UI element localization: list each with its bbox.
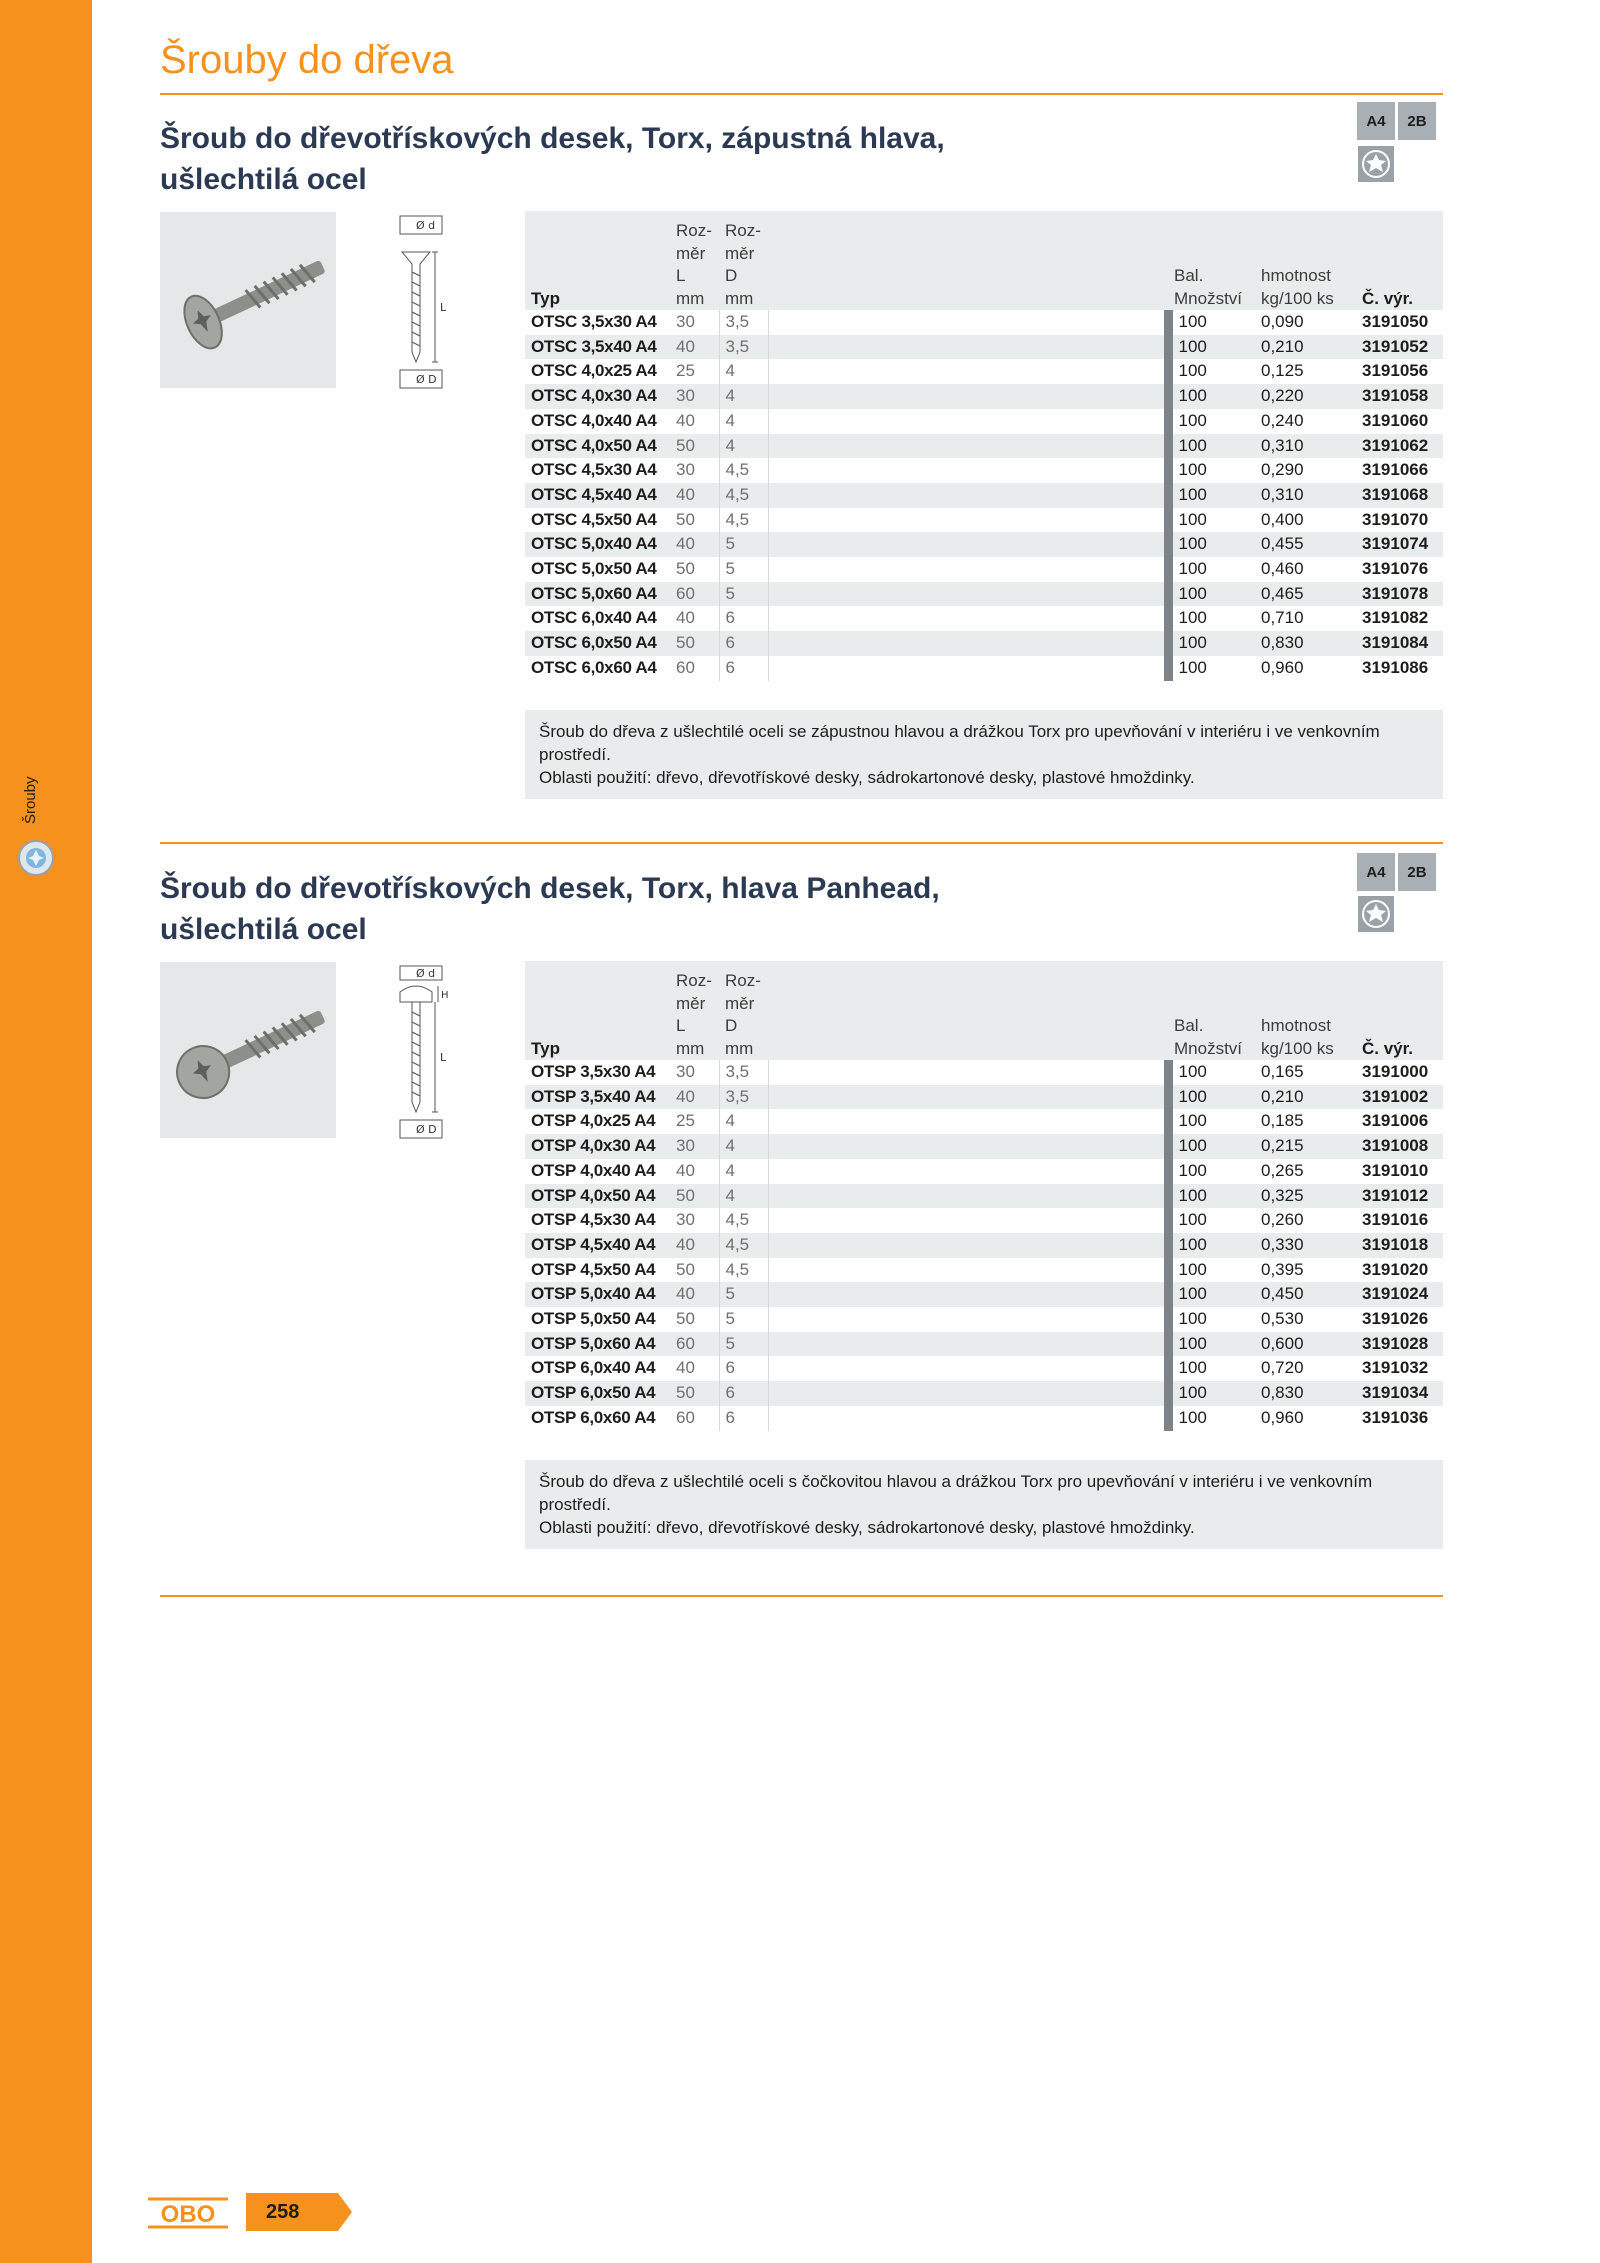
cell-spacer: [768, 557, 1168, 582]
table-row: [525, 1307, 1443, 1332]
cell-hmotnost: 0,460: [1255, 557, 1356, 582]
cell-baleni: 100: [1168, 384, 1255, 409]
cell-typ: OTSP 4,5x30 A4: [525, 1208, 670, 1233]
cell-rozmer-d: 4: [719, 409, 768, 434]
col-rozmer-l: Roz- měr L mm: [670, 961, 719, 1060]
cell-rozmer-d: 3,5: [719, 1060, 768, 1085]
cell-typ: OTSP 6,0x40 A4: [525, 1356, 670, 1381]
cell-rozmer-l: 25: [670, 1109, 719, 1134]
cell-typ: OTSP 6,0x50 A4: [525, 1381, 670, 1406]
material-badge-a4: A4: [1357, 102, 1395, 140]
cell-typ: OTSP 4,0x40 A4: [525, 1159, 670, 1184]
cell-typ: OTSC 4,5x40 A4: [525, 483, 670, 508]
cell-cislo-vyrobku: 3191074: [1356, 532, 1443, 557]
cell-typ: OTSC 6,0x60 A4: [525, 656, 670, 681]
cell-cislo-vyrobku: 3191078: [1356, 582, 1443, 607]
cell-spacer: [768, 409, 1168, 434]
cell-typ: OTSC 3,5x40 A4: [525, 335, 670, 360]
cell-spacer: [768, 1307, 1168, 1332]
table-row: [525, 1332, 1443, 1357]
cell-baleni: 100: [1168, 335, 1255, 360]
table-row: [525, 1233, 1443, 1258]
cell-typ: OTSP 6,0x60 A4: [525, 1406, 670, 1431]
cell-spacer: [768, 1109, 1168, 1134]
cell-rozmer-d: 5: [719, 1332, 768, 1357]
col-spacer: [768, 961, 1168, 1060]
cell-spacer: [768, 1233, 1168, 1258]
cell-hmotnost: 0,215: [1255, 1134, 1356, 1159]
cell-spacer: [768, 631, 1168, 656]
cell-baleni: 100: [1168, 1060, 1255, 1085]
cell-typ: OTSP 3,5x30 A4: [525, 1060, 670, 1085]
cell-rozmer-l: 40: [670, 483, 719, 508]
cell-spacer: [768, 532, 1168, 557]
cell-rozmer-d: 6: [719, 1356, 768, 1381]
table-row: [525, 1060, 1443, 1085]
product-description: Šroub do dřeva z ušlechtilé oceli se zápustnou hlavou a drážkou Torx pro upevňování v interiéru i ve venkovním prostředí. Oblasti použití: dřevo, dřevotřískové desky, sádrokartonové desky, plastové hmoždinky.: [525, 710, 1443, 799]
cell-cislo-vyrobku: 3191066: [1356, 458, 1443, 483]
cell-rozmer-l: 60: [670, 656, 719, 681]
cell-rozmer-l: 50: [670, 631, 719, 656]
cell-rozmer-l: 50: [670, 557, 719, 582]
cell-hmotnost: 0,185: [1255, 1109, 1356, 1134]
cell-rozmer-d: 5: [719, 532, 768, 557]
cell-rozmer-d: 4: [719, 359, 768, 384]
cell-spacer: [768, 335, 1168, 360]
cell-cislo-vyrobku: 3191012: [1356, 1184, 1443, 1209]
cell-hmotnost: 0,260: [1255, 1208, 1356, 1233]
table-row: [525, 1406, 1443, 1431]
cell-spacer: [768, 483, 1168, 508]
section-divider: [160, 842, 1443, 844]
cell-typ: OTSP 3,5x40 A4: [525, 1085, 670, 1110]
cell-rozmer-d: 4,5: [719, 483, 768, 508]
table-row: [525, 359, 1443, 384]
cell-rozmer-l: 40: [670, 409, 719, 434]
table-row: [525, 1159, 1443, 1184]
cell-rozmer-d: 4,5: [719, 1258, 768, 1283]
dimension-drawing: [390, 962, 470, 1142]
cell-baleni: 100: [1168, 631, 1255, 656]
cell-baleni: 100: [1168, 1159, 1255, 1184]
cell-cislo-vyrobku: 3191002: [1356, 1085, 1443, 1110]
cell-baleni: 100: [1168, 1184, 1255, 1209]
table-row: [525, 1109, 1443, 1134]
cell-rozmer-d: 5: [719, 582, 768, 607]
cell-hmotnost: 0,710: [1255, 606, 1356, 631]
cell-rozmer-d: 4,5: [719, 1233, 768, 1258]
cell-baleni: 100: [1168, 359, 1255, 384]
sidebar-label: Šrouby: [22, 776, 39, 824]
cell-typ: OTSP 4,5x40 A4: [525, 1233, 670, 1258]
cell-hmotnost: 0,210: [1255, 335, 1356, 360]
cell-baleni: 100: [1168, 1258, 1255, 1283]
cell-spacer: [768, 1282, 1168, 1307]
table-row: [525, 1208, 1443, 1233]
table-row: [525, 409, 1443, 434]
cell-baleni: 100: [1168, 508, 1255, 533]
finish-badge-2b: 2B: [1398, 102, 1436, 140]
cell-spacer: [768, 1406, 1168, 1431]
torx-drive-icon: [1358, 896, 1394, 932]
cell-hmotnost: 0,830: [1255, 631, 1356, 656]
cell-baleni: 100: [1168, 656, 1255, 681]
table-row: [525, 310, 1443, 335]
cell-cislo-vyrobku: 3191024: [1356, 1282, 1443, 1307]
cell-rozmer-l: 50: [670, 1258, 719, 1283]
cell-spacer: [768, 1184, 1168, 1209]
cell-rozmer-l: 40: [670, 606, 719, 631]
cell-typ: OTSP 5,0x50 A4: [525, 1307, 670, 1332]
cell-baleni: 100: [1168, 1085, 1255, 1110]
cell-rozmer-l: 60: [670, 1406, 719, 1431]
cell-rozmer-l: 40: [670, 1085, 719, 1110]
cell-rozmer-d: 4: [719, 384, 768, 409]
col-cislo-vyrobku: Č. výr.: [1356, 211, 1443, 310]
cell-baleni: 100: [1168, 1109, 1255, 1134]
torx-drive-icon: [1358, 146, 1394, 182]
cell-rozmer-l: 30: [670, 458, 719, 483]
cell-spacer: [768, 434, 1168, 459]
cell-spacer: [768, 1085, 1168, 1110]
cell-cislo-vyrobku: 3191084: [1356, 631, 1443, 656]
cell-hmotnost: 0,960: [1255, 1406, 1356, 1431]
cell-rozmer-l: 60: [670, 582, 719, 607]
cell-rozmer-d: 4: [719, 1109, 768, 1134]
cell-spacer: [768, 656, 1168, 681]
screw-head-icon: [16, 838, 56, 878]
cell-rozmer-l: 25: [670, 359, 719, 384]
cell-rozmer-l: 40: [670, 1233, 719, 1258]
table-row: [525, 631, 1443, 656]
cell-cislo-vyrobku: 3191008: [1356, 1134, 1443, 1159]
cell-rozmer-l: 50: [670, 1307, 719, 1332]
cell-rozmer-d: 3,5: [719, 1085, 768, 1110]
cell-spacer: [768, 1208, 1168, 1233]
cell-rozmer-l: 50: [670, 508, 719, 533]
cell-rozmer-d: 6: [719, 1406, 768, 1431]
dim-D-label: Ø D: [416, 373, 437, 386]
product-table-otsc: [525, 211, 1443, 681]
table-row: [525, 1282, 1443, 1307]
cell-spacer: [768, 606, 1168, 631]
col-rozmer-d: Roz- měr D mm: [719, 211, 768, 310]
cell-spacer: [768, 508, 1168, 533]
cell-typ: OTSP 4,0x50 A4: [525, 1184, 670, 1209]
col-typ: Typ: [525, 211, 670, 310]
cell-rozmer-d: 3,5: [719, 335, 768, 360]
cell-hmotnost: 0,720: [1255, 1356, 1356, 1381]
table-row: [525, 1085, 1443, 1110]
dim-L-label: L: [440, 301, 447, 314]
cell-baleni: 100: [1168, 1332, 1255, 1357]
finish-badge-2b: 2B: [1398, 853, 1436, 891]
cell-baleni: 100: [1168, 582, 1255, 607]
cell-rozmer-d: 6: [719, 1381, 768, 1406]
cell-baleni: 100: [1168, 1208, 1255, 1233]
cell-rozmer-l: 50: [670, 434, 719, 459]
table-row: [525, 1258, 1443, 1283]
cell-spacer: [768, 310, 1168, 335]
cell-typ: OTSP 4,0x30 A4: [525, 1134, 670, 1159]
cell-rozmer-d: 4,5: [719, 458, 768, 483]
col-rozmer-d: Roz- měr D mm: [719, 961, 768, 1060]
cell-rozmer-d: 4: [719, 434, 768, 459]
cell-rozmer-l: 40: [670, 532, 719, 557]
cell-baleni: 100: [1168, 1356, 1255, 1381]
cell-rozmer-d: 3,5: [719, 310, 768, 335]
cell-cislo-vyrobku: 3191086: [1356, 656, 1443, 681]
cell-baleni: 100: [1168, 409, 1255, 434]
cell-baleni: 100: [1168, 606, 1255, 631]
col-baleni: Bal. Množství: [1168, 961, 1255, 1060]
cell-hmotnost: 0,325: [1255, 1184, 1356, 1209]
cell-hmotnost: 0,310: [1255, 483, 1356, 508]
sidebar-strip: [0, 0, 92, 2263]
cell-baleni: 100: [1168, 1307, 1255, 1332]
cell-rozmer-l: 30: [670, 1208, 719, 1233]
cell-rozmer-l: 30: [670, 310, 719, 335]
table-row: [525, 656, 1443, 681]
cell-typ: OTSP 5,0x40 A4: [525, 1282, 670, 1307]
cell-typ: OTSC 5,0x50 A4: [525, 557, 670, 582]
table-row: [525, 384, 1443, 409]
cell-rozmer-d: 4,5: [719, 1208, 768, 1233]
cell-rozmer-l: 30: [670, 384, 719, 409]
cell-baleni: 100: [1168, 1282, 1255, 1307]
cell-spacer: [768, 1258, 1168, 1283]
page-number: 258: [246, 2193, 352, 2231]
dim-d-label: Ø d: [416, 967, 436, 980]
cell-hmotnost: 0,330: [1255, 1233, 1356, 1258]
cell-typ: OTSC 3,5x30 A4: [525, 310, 670, 335]
product-photo: [160, 212, 336, 388]
table-row: [525, 1134, 1443, 1159]
cell-baleni: 100: [1168, 1406, 1255, 1431]
cell-baleni: 100: [1168, 1381, 1255, 1406]
col-cislo-vyrobku: Č. výr.: [1356, 961, 1443, 1060]
cell-rozmer-d: 5: [719, 1307, 768, 1332]
cell-rozmer-d: 6: [719, 656, 768, 681]
page-title: Šrouby do dřeva: [160, 38, 454, 82]
cell-cislo-vyrobku: 3191060: [1356, 409, 1443, 434]
product-photo: [160, 962, 336, 1138]
cell-cislo-vyrobku: 3191052: [1356, 335, 1443, 360]
cell-rozmer-d: 5: [719, 557, 768, 582]
cell-hmotnost: 0,600: [1255, 1332, 1356, 1357]
cell-typ: OTSP 5,0x60 A4: [525, 1332, 670, 1357]
cell-typ: OTSC 5,0x60 A4: [525, 582, 670, 607]
cell-cislo-vyrobku: 3191062: [1356, 434, 1443, 459]
product-description: Šroub do dřeva z ušlechtilé oceli s čočkovitou hlavou a drážkou Torx pro upevňování v interiéru i ve venkovním prostředí. Oblasti použití: dřevo, dřevotřískové desky, sádrokartonové desky, plastové hmoždinky.: [525, 1460, 1443, 1549]
cell-typ: OTSC 6,0x50 A4: [525, 631, 670, 656]
dim-H-label: H: [441, 990, 449, 1001]
cell-rozmer-d: 4: [719, 1159, 768, 1184]
cell-baleni: 100: [1168, 434, 1255, 459]
col-baleni: Bal. Množství: [1168, 211, 1255, 310]
cell-spacer: [768, 582, 1168, 607]
cell-typ: OTSP 4,5x50 A4: [525, 1258, 670, 1283]
cell-hmotnost: 0,530: [1255, 1307, 1356, 1332]
cell-rozmer-l: 50: [670, 1184, 719, 1209]
col-spacer: [768, 211, 1168, 310]
cell-cislo-vyrobku: 3191058: [1356, 384, 1443, 409]
col-typ: Typ: [525, 961, 670, 1060]
obo-logo: [148, 2196, 228, 2230]
cell-cislo-vyrobku: 3191050: [1356, 310, 1443, 335]
cell-spacer: [768, 1159, 1168, 1184]
cell-spacer: [768, 1381, 1168, 1406]
cell-typ: OTSP 4,0x25 A4: [525, 1109, 670, 1134]
cell-cislo-vyrobku: 3191076: [1356, 557, 1443, 582]
cell-hmotnost: 0,090: [1255, 310, 1356, 335]
cell-hmotnost: 0,395: [1255, 1258, 1356, 1283]
cell-hmotnost: 0,455: [1255, 532, 1356, 557]
cell-cislo-vyrobku: 3191016: [1356, 1208, 1443, 1233]
cell-spacer: [768, 1332, 1168, 1357]
cell-hmotnost: 0,960: [1255, 656, 1356, 681]
cell-rozmer-l: 40: [670, 1159, 719, 1184]
cell-cislo-vyrobku: 3191020: [1356, 1258, 1443, 1283]
cell-hmotnost: 0,125: [1255, 359, 1356, 384]
table-row: [525, 1184, 1443, 1209]
cell-hmotnost: 0,290: [1255, 458, 1356, 483]
cell-cislo-vyrobku: 3191032: [1356, 1356, 1443, 1381]
col-hmotnost: hmotnost kg/100 ks: [1255, 211, 1356, 310]
cell-spacer: [768, 384, 1168, 409]
cell-typ: OTSC 4,0x40 A4: [525, 409, 670, 434]
cell-baleni: 100: [1168, 532, 1255, 557]
cell-baleni: 100: [1168, 1134, 1255, 1159]
cell-rozmer-l: 30: [670, 1134, 719, 1159]
cell-hmotnost: 0,400: [1255, 508, 1356, 533]
cell-cislo-vyrobku: 3191028: [1356, 1332, 1443, 1357]
table-row: [525, 557, 1443, 582]
cell-rozmer-d: 4,5: [719, 508, 768, 533]
dim-d-label: Ø d: [416, 219, 436, 232]
cell-cislo-vyrobku: 3191010: [1356, 1159, 1443, 1184]
cell-typ: OTSC 6,0x40 A4: [525, 606, 670, 631]
col-rozmer-l: Roz- měr L mm: [670, 211, 719, 310]
cell-rozmer-l: 40: [670, 1356, 719, 1381]
cell-rozmer-l: 40: [670, 335, 719, 360]
cell-baleni: 100: [1168, 458, 1255, 483]
cell-hmotnost: 0,210: [1255, 1085, 1356, 1110]
cell-rozmer-d: 6: [719, 631, 768, 656]
svg-text:OBO: OBO: [160, 2201, 216, 2228]
cell-hmotnost: 0,450: [1255, 1282, 1356, 1307]
product-table-otsp: [525, 961, 1443, 1431]
cell-hmotnost: 0,220: [1255, 384, 1356, 409]
cell-rozmer-l: 40: [670, 1282, 719, 1307]
section-title: Šroub do dřevotřískových desek, Torx, hlava Panhead, ušlechtilá ocel: [160, 872, 940, 946]
table-row: [525, 532, 1443, 557]
cell-typ: OTSC 4,0x25 A4: [525, 359, 670, 384]
dim-L-label: L: [440, 1051, 447, 1064]
cell-cislo-vyrobku: 3191018: [1356, 1233, 1443, 1258]
cell-rozmer-d: 4: [719, 1184, 768, 1209]
cell-hmotnost: 0,165: [1255, 1060, 1356, 1085]
cell-spacer: [768, 1134, 1168, 1159]
cell-typ: OTSC 4,0x50 A4: [525, 434, 670, 459]
cell-cislo-vyrobku: 3191000: [1356, 1060, 1443, 1085]
cell-cislo-vyrobku: 3191082: [1356, 606, 1443, 631]
cell-cislo-vyrobku: 3191070: [1356, 508, 1443, 533]
cell-rozmer-l: 60: [670, 1332, 719, 1357]
cell-spacer: [768, 458, 1168, 483]
col-hmotnost: hmotnost kg/100 ks: [1255, 961, 1356, 1060]
table-row: [525, 582, 1443, 607]
cell-rozmer-d: 4: [719, 1134, 768, 1159]
cell-cislo-vyrobku: 3191036: [1356, 1406, 1443, 1431]
table-row: [525, 335, 1443, 360]
section-title: Šroub do dřevotřískových desek, Torx, zápustná hlava, ušlechtilá ocel: [160, 122, 945, 196]
cell-baleni: 100: [1168, 483, 1255, 508]
material-badge-a4: A4: [1357, 853, 1395, 891]
section-divider: [160, 1595, 1443, 1597]
cell-hmotnost: 0,465: [1255, 582, 1356, 607]
cell-rozmer-d: 5: [719, 1282, 768, 1307]
cell-hmotnost: 0,265: [1255, 1159, 1356, 1184]
cell-cislo-vyrobku: 3191006: [1356, 1109, 1443, 1134]
cell-rozmer-d: 6: [719, 606, 768, 631]
cell-hmotnost: 0,310: [1255, 434, 1356, 459]
cell-baleni: 100: [1168, 557, 1255, 582]
cell-spacer: [768, 1356, 1168, 1381]
dimension-drawing: [390, 212, 470, 392]
table-row: [525, 434, 1443, 459]
cell-typ: OTSC 4,0x30 A4: [525, 384, 670, 409]
cell-spacer: [768, 1060, 1168, 1085]
cell-hmotnost: 0,240: [1255, 409, 1356, 434]
cell-cislo-vyrobku: 3191056: [1356, 359, 1443, 384]
cell-typ: OTSC 4,5x50 A4: [525, 508, 670, 533]
cell-rozmer-l: 50: [670, 1381, 719, 1406]
cell-rozmer-l: 30: [670, 1060, 719, 1085]
table-row: [525, 606, 1443, 631]
cell-cislo-vyrobku: 3191034: [1356, 1381, 1443, 1406]
table-row: [525, 1381, 1443, 1406]
table-row: [525, 483, 1443, 508]
section-divider: [160, 93, 1443, 95]
cell-typ: OTSC 5,0x40 A4: [525, 532, 670, 557]
table-row: [525, 508, 1443, 533]
table-row: [525, 1356, 1443, 1381]
cell-baleni: 100: [1168, 310, 1255, 335]
cell-hmotnost: 0,830: [1255, 1381, 1356, 1406]
table-row: [525, 458, 1443, 483]
cell-typ: OTSC 4,5x30 A4: [525, 458, 670, 483]
cell-cislo-vyrobku: 3191068: [1356, 483, 1443, 508]
cell-baleni: 100: [1168, 1233, 1255, 1258]
cell-spacer: [768, 359, 1168, 384]
cell-cislo-vyrobku: 3191026: [1356, 1307, 1443, 1332]
dim-D-label: Ø D: [416, 1123, 437, 1136]
